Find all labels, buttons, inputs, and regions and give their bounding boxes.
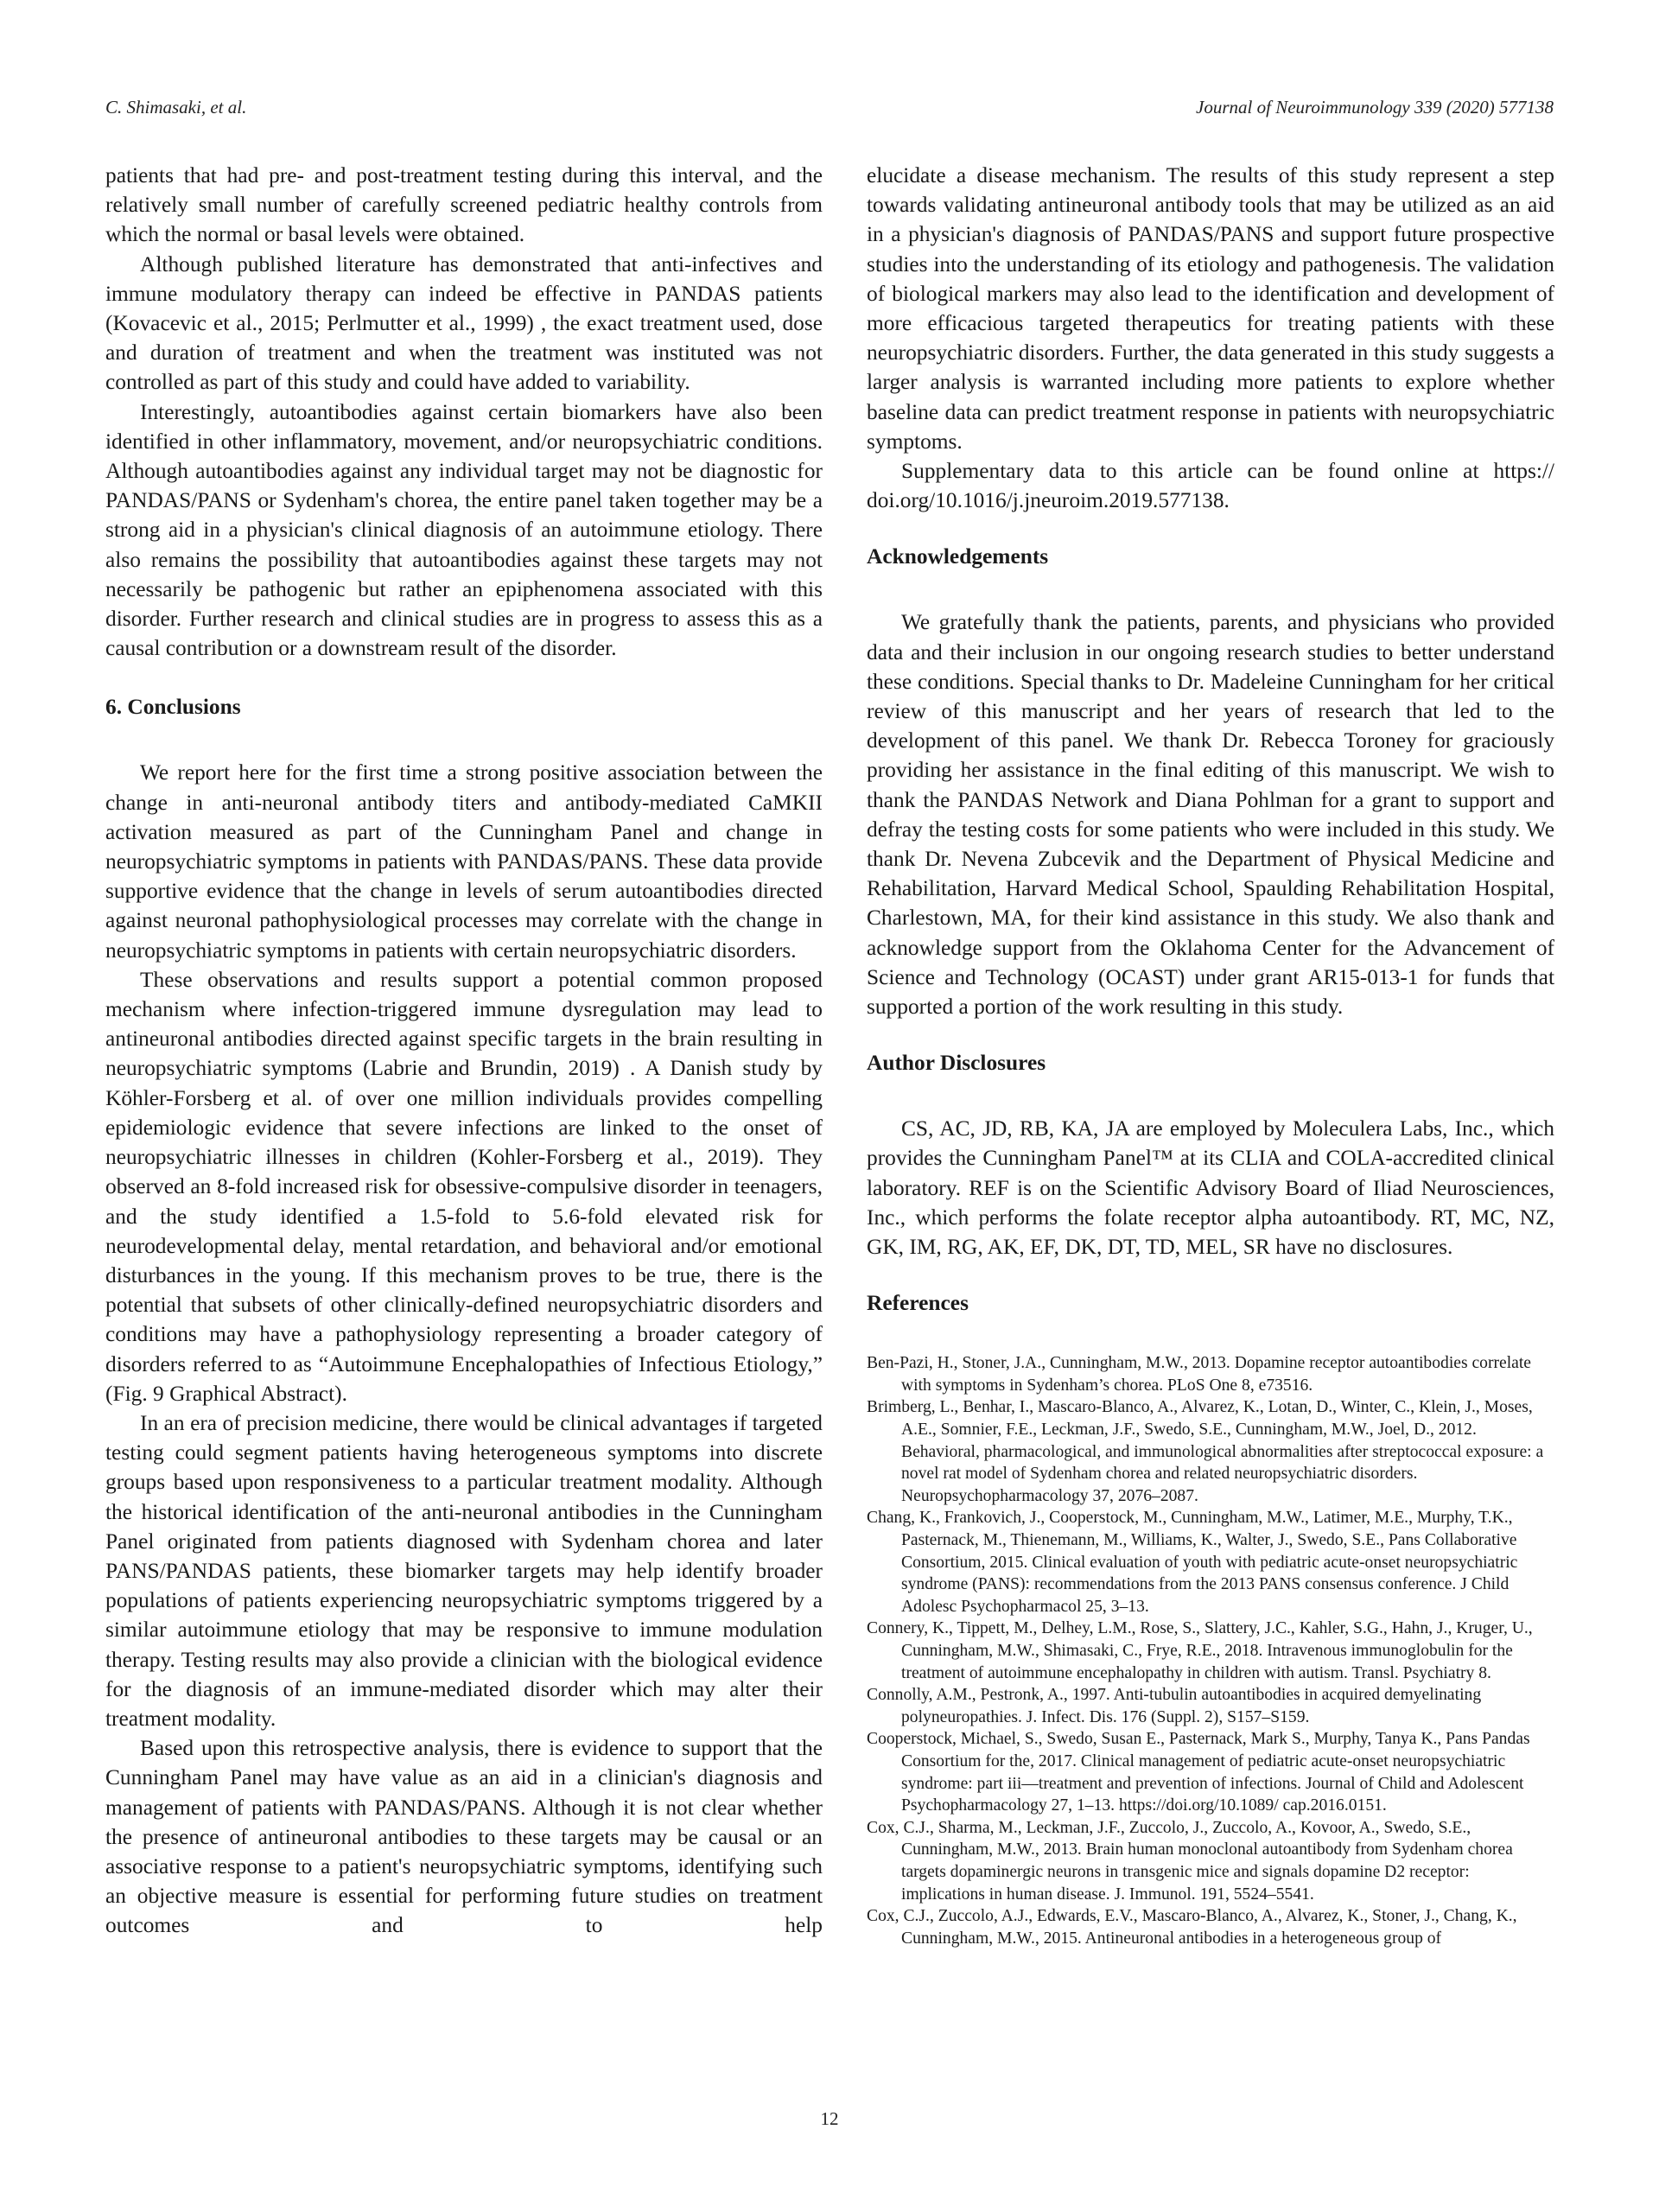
paragraph-disclosures: CS, AC, JD, RB, KA, JA are employed by Moleculera Labs, Inc., which provides the Cunningham Panel™ at its CLIA and COLA-accredited clinical laboratory. REF is on the Scientific Advisory Board of Iliad Neurosciences, Inc., which performs the folate receptor alpha autoantibody. RT, MC, NZ, GK, IM, RG, AK, EF, DK, DT, TD, MEL, SR have no disclosures.	[867, 1116, 1554, 1260]
section-heading-author-disclosures: Author Disclosures	[867, 1051, 1046, 1076]
reference-item: Brimberg, L., Benhar, I., Mascaro-Blanco, A., Alvarez, K., Lotan, D., Winter, C., Klein, J., Moses, A.E., Somnier, F.E., Leckman, J.F., Swedo, S.E., Cunningham, M.W., Joel, D., 2012. Behavioral, pharmacological, and immunological abnormalities after streptococcal exposure: a novel rat model of Sydenham chorea and related neuropsychiatric disorders. Neuropsychopharmacology 37, 2076–2087.	[867, 1398, 1544, 1505]
paragraph-conclusions-2: These observations and results support a potential common proposed mechanism where infection-triggered immune dysregulation may lead to antineuronal antibodies directed against specific targets in the brain resulting in neuropsychiatric symptoms (Labrie and Brundin, 2019) . A Danish study by Köhler-Forsberg et al. of over one million individuals provides compelling epidemiologic evidence that severe infections are linked to the onset of neuropsychiatric illnesses in children (Kohler-Forsberg et al., 2019). They observed an 8-fold increased risk for obsessive-compulsive disorder in teenagers, and the study identified a 1.5-fold to 5.6-fold elevated risk for neurodevelopmental delay, mental retardation, and behavioral and/or emotional disturbances in the young. If this mechanism proves to be true, there is the potential that subsets of other clinically-defined neuropsychiatric disorders and conditions may have a pathophysiology representing a broader category of disorders referred to as “Autoimmune Encephalopathies of Infectious Etiology,” (Fig. 9 Graphical Abstract).	[105, 967, 823, 1406]
paragraph-acknowledgements: We gratefully thank the patients, parents, and physicians who provided data and their inclusion in our ongoing research studies to better understand these conditions. Special thanks to Dr. Madeleine Cunningham for her critical review of this manuscript and her years of research that led to the development of this panel. We thank Dr. Rebecca Toroney for graciously providing her assistance in the final editing of this manuscript. We wish to thank the PANDAS Network and Diana Pohlman for a grant to support and defray the testing costs for some patients who were included in this study. We thank Dr. Nevena Zubcevik and the Department of Physical Medicine and Rehabilitation, Harvard Medical School, Spaulding Rehabilitation Hospital, Charlestown, MA, for their kind assistance in this study. We also thank and acknowledge support from the Oklahoma Center for the Advancement of Science and Technology (OCAST) under grant AR15-013-1 for funds that supported a portion of the work resulting in this study.	[867, 610, 1554, 1020]
page-number: 12	[820, 2108, 839, 2129]
section-heading-conclusions: 6. Conclusions	[105, 695, 241, 720]
reference-list	[867, 1352, 1554, 1949]
section-heading-references: References	[867, 1291, 969, 1316]
reference-item: Chang, K., Frankovich, J., Cooperstock, M., Cunningham, M.W., Latimer, M.E., Murphy, T.K., Pasternack, M., Thienemann, M., Williams, K., Walter, J., Swedo, S.E., Pans Collaborative Consortium, 2015. Clinical evaluation of youth with pediatric acute-onset neuropsychiatric syndrome (PANS): recommendations from the 2013 PANS consensus conference. J Child Adolesc Psychopharmacol 25, 3–13.	[867, 1509, 1518, 1616]
reference-item: Connery, K., Tippett, M., Delhey, L.M., Rose, S., Slattery, J.C., Kahler, S.G., Hahn, J., Kruger, U., Cunningham, M.W., Shimasaki, C., Frye, R.E., 2018. Intravenous immunoglobulin for the treatment of autoimmune encephalopathy in children with autism. Transl. Psychiatry 8.	[867, 1619, 1533, 1682]
running-header-authors: C. Shimasaki, et al.	[105, 97, 247, 118]
reference-item: Cox, C.J., Zuccolo, A.J., Edwards, E.V., Mascaro-Blanco, A., Alvarez, K., Stoner, J., Chang, K., Cunningham, M.W., 2015. Antineuronal antibodies in a heterogeneous group of	[867, 1907, 1517, 1948]
paragraph-conclusions-1: We report here for the first time a strong positive association between the change in anti-neuronal antibody titers and antibody-mediated CaMKII activation measured as part of the Cunningham Panel and change in neuropsychiatric symptoms in patients with PANDAS/PANS. These data provide supportive evidence that the change in levels of serum autoantibodies directed against neuronal pathophysiological processes may correlate with the change in neuropsychiatric symptoms in patients with certain neuropsychiatric disorders.	[105, 760, 823, 963]
paragraph-treatment-variability: Although published literature has demonstrated that anti-infectives and immune modulatory therapy can indeed be effective in PANDAS patients (Kovacevic et al., 2015; Perlmutter et al., 1999) , the exact treatment used, dose and duration of treatment and when the treatment was instituted was not controlled as part of this study and could have added to variability.	[105, 251, 823, 395]
paragraph-continued: patients that had pre- and post-treatment testing during this interval, and the relatively small number of carefully screened pediatric healthy controls from which the normal or basal levels were obtained.	[105, 163, 823, 247]
reference-item: Cooperstock, Michael, S., Swedo, Susan E., Pasternack, Mark S., Murphy, Tanya K., Pans Pandas Consortium for the, 2017. Clinical management of pediatric acute-onset neuropsychiatric syndrome: part iii—treatment and prevention of infections. Journal of Child and Adolescent Psychopharmacology 27, 1–13. https://doi.org/10.1089/ cap.2016.0151.	[867, 1730, 1530, 1815]
reference-item: Cox, C.J., Sharma, M., Leckman, J.F., Zuccolo, J., Zuccolo, A., Kovoor, A., Swedo, S.E., Cunningham, M.W., 2013. Brain human monoclonal autoantibody from Sydenham chorea targets dopaminergic neurons in transgenic mice and signals dopamine D2 receptor: implications in human disease. J. Immunol. 191, 5524–5541.	[867, 1818, 1513, 1904]
paragraph-conclusions-3: In an era of precision medicine, there would be clinical advantages if targeted testing could segment patients having heterogeneous symptoms into discrete groups based upon responsiveness to a particular treatment modality. Although the historical identification of the anti-neuronal antibodies in the Cunningham Panel originated from patients diagnosed with Sydenham chorea and later PANS/PANDAS patients, these biomarker targets may help identify broader populations of patients experiencing neuropsychiatric symptoms triggered by a similar autoimmune etiology that may be responsive to immune modulation therapy. Testing results may also provide a clinician with the biological evidence for the diagnosis of an immune-mediated disorder which may alter their treatment modality.	[105, 1410, 823, 1731]
paragraph-conclusions-4: Based upon this retrospective analysis, there is evidence to support that the Cunningham Panel may have value as an aid in a clinician's diagnosis and management of patients with PANDAS/PANS. Although it is not clear whether the presence of antineuronal antibodies to these targets may be causal or an associative response to a patient's neuropsychiatric symptoms, identifying such an objective measure is essential for performing future studies on treatment outcomes and to help	[105, 1736, 823, 1938]
reference-item: Connolly, A.M., Pestronk, A., 1997. Anti-tubulin autoantibodies in acquired demyelinating polyneuropathies. J. Infect. Dis. 176 (Suppl. 2), S157–S159.	[867, 1686, 1482, 1726]
reference-item: Ben-Pazi, H., Stoner, J.A., Cunningham, M.W., 2013. Dopamine receptor autoantibodies correlate with symptoms in Sydenham’s chorea. PLoS One 8, e73516.	[867, 1354, 1532, 1395]
left-column	[105, 161, 823, 1941]
paragraph-autoantibodies: Interestingly, autoantibodies against certain biomarkers have also been identified in other inflammatory, movement, and/or neuropsychiatric conditions. Although autoantibodies against any individual target may not be diagnostic for PANDAS/PANS or Sydenham's chorea, the entire panel taken together may be a strong aid in a physician's clinical diagnosis of an autoimmune etiology. There also remains the possibility that autoantibodies against these targets may not necessarily be pathogenic but rather an epiphenomena associated with this disorder. Further research and clinical studies are in progress to assess this as a causal contribution or a downstream result of the disorder.	[105, 399, 823, 661]
section-heading-acknowledgements: Acknowledgements	[867, 544, 1049, 569]
right-column	[867, 161, 1554, 1949]
running-header-journal: Journal of Neuroimmunology 339 (2020) 577138	[1196, 97, 1554, 118]
paragraph-continued-right: elucidate a disease mechanism. The results of this study represent a step towards validating antineuronal antibody tools that may be utilized as an aid in a physician's diagnosis of PANDAS/PANS and support future prospective studies into the understanding of its etiology and pathogenesis. The validation of biological markers may also lead to the identification and development of more efficacious targeted therapeutics for treating patients with these neuropsychiatric disorders. Further, the data generated in this study suggests a larger analysis is warranted including more patients to explore whether baseline data can predict treatment response in patients with neuropsychiatric symptoms.	[867, 163, 1554, 454]
paragraph-supplementary: Supplementary data to this article can be found online at https:// doi.org/10.1016/j.jneuroim.2019.577138.	[867, 459, 1554, 513]
